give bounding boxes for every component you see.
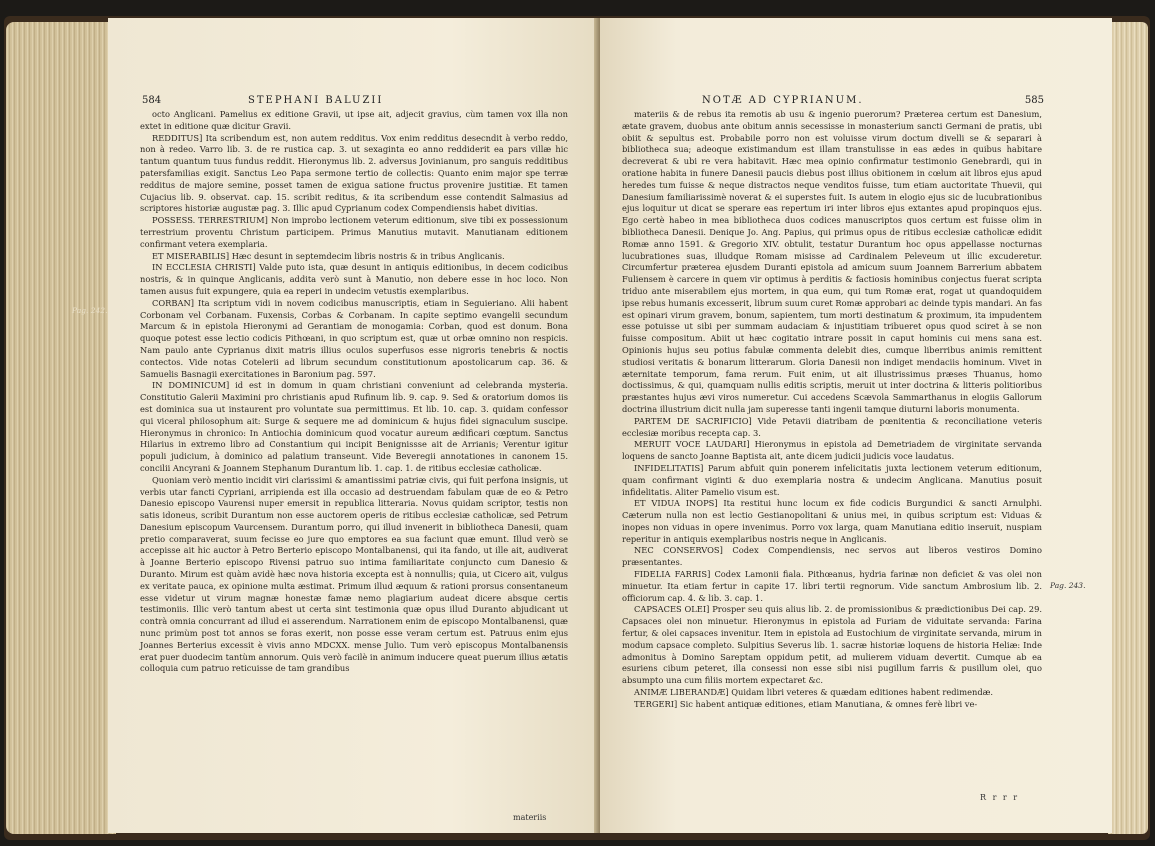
right-running-title: NOTÆ AD CYPRIANUM. <box>702 95 864 106</box>
left-paragraph: octo Anglicani. Pamelius ex editione Gravii, ut ipse ait, adjecit gravius, cùm tamen vox illa non extet in editione quæ dicitur Gravii. <box>140 109 568 131</box>
right-margin-reference: Pag. 243. <box>1050 581 1086 590</box>
right-paragraph: NEC CONSERVOS] Codex Compendiensis, nec servos aut liberos vestiros Domino præsentantes. <box>622 545 1042 568</box>
left-paragraph: Quoniam verò mentio incidit viri clarissimi & amantissimi patriæ civis, qui fuit perfona insignis, ut verbis utar fancti Cypriani, arripienda est illa occasio ad destruendam fabulam quæ de eo & Petro Danesio episcopo Vaurensi nuper emersit in republica litteraria. Novus quidam scriptor, testis non satis idoneus, scribit Durantum non esse auctorem operis de ritibus ecclesiæ catholicæ, sed Petrum Danesium episcopum Vaurcensem. Durantum porro, qui illud invenerit in bibliotheca Danesii, quam pretio comparaverat, suum fecisse eo jure quo emptores ea sua faciunt quæ emunt. Illud verò se accepisse ait hic auctor à Petro Berterio episcopo Montalbanensi, qui ita fando, ut ille ait, audiverat à Joanne Berterio episcopo Rivensi patruo suo intima familiaritate conjuncto cum Danesio & Duranto. Mirum est quàm avidè hæc nova historia excepta est à nonnullis; quia, ut Cicero ait, vulgus ex veritate pauca, ex opinione multa æstimat. Primum illud æquum & rationi prorsus consentaneum esse videtur ut virum magnæ honestæ famæ nemo plagiarium audeat dicere absque certis testimoniis. Illic verò tantum abest ut certa sint testimonia quæ opus illud Duranto abjudicant ut contrà omnia concurrant ad illud ei asserendum. Narrationem enim de episcopo Montalbanensi, quæ nunc primùm post tot annos se foras exerit, non posse esse veram certum est. Patruus enim ejus Joannes Berterius excessit è vivis anno MDCXX. mense Julio. Tum verò episcopus Montalbanensis erat puer duodecim tantùm annorum. Quis verò facilè in animum inducere queat puerum illius ætatis colloquia cum patruo reticuisse de tam grandibus <box>140 474 568 674</box>
right-paragraph: materiis & de rebus ita remotis ab usu & ingenio puerorum? Præterea certum est Danesium, ætate gravem, duobus ante obitum annis secessisse in monasterium sancti Germani de pratis, ubi obiit & sepultus est. Probabile porro non est voluisse virum doctum divelli se & separari à bibliotheca sua; adeoque existimandum est illam transtulisse in eas ædes in quibus habitare decreverat & ubi re vera habitavit. Hæc mea opinio confirmatur testimonio Genebrardi, qui in oratione habita in funere Danesii paucis diebus post illius obitionem in cœlum ait libros ejus apud heredes tum fuisse & neque distractos neque venditos fuisse, tum etiam auctoritate Thuevii, qui Danesium familiarissimè noverat & ei superstes fuit. Is autem in elogio ejus sic de lucubrationibus ejus loquitur ut dicat se sperare eas repertum iri inter libros ejus extantes apud propinquos ejus. Ego certè habeo in mea bibliotheca duos codices manuscriptos quos certum est fuisse olim in bibliotheca Danesii. Denique Jo. Ang. Papius, qui primus opus de ritibus ecclesiæ catholicæ edidit Romæ anno 1591. & Gregorio XIV. obtulit, testatur Durantum hoc opus appellasse nocturnas lucubrationes suas, illudque Romam misisse ad Cardinalem Peleveum ut illic excuderetur. Circumfertur præterea ejusdem Duranti epistola ad amicum suum Joannem Barrerium abbatem Fuliensem è carcere in quem vir optimus à perditis & factiosis hominibus conjectus fuerat scripta triduo ante miserabilem ejus mortem, in qua eum, qui tum Romæ erat, rogat ut quandoquidem ipse rebus humanis excesserit, librum suum curet Romæ approbari ac deinde typis mandari. An fas est opinari virum gravem, bonum, sapientem, tum morti destinatum & proximum, ita impudentem esse potuisse ut sibi per summam audaciam & injustitiam tribueret opus quod sciret à se non fuisse compositum. Abiit ut hæc cogitatio intrare possit in caput hominis cui mens sana est. Opinionis hujus seu potius fabulæ commenta delebit dies, cumque liberribus animis remittent studiosi veritatis & bonarum litterarum. Gloria Danesii non indiget mendaciis hominum. Vivet in æternitate temporum, fama rerum. Fuit enim, ut ait illustrissimus præses Thuanus, homo doctissimus, & qui, quamquam nullis editis scriptis, meruit ut inter doctrina & litteris politioribus præstantes hujus ævi viros numeretur. Cui accedens Scævola Sammarthanus in elogiis Gallorum doctrina illustrium dicit nulla jam superesse tanti ingenii tamque diuturni laboris monumenta. <box>622 109 1042 414</box>
left-margin-reference: Pag. 242. <box>72 306 108 315</box>
left-paragraph: REDDITUS] Ita scribendum est, non autem redditus. Vox enim redditus desecndit à verbo reddo, non à redeo. Varro lib. 3. de re rustica cap. 3. ut sexaginta eo anno reddiderit ea pars villæ hic tantum quantum tuus fundus reddit. Hieronymus lib. 2. adversus Jovinianum, pro sanguis redditibus patersfamilias exigit. Sanctus Leo Papa sermone tertio de collectis: Quanto enim major spe terræ redditus de majore semine, posset tamen de exigua satione fructus provenire justitiæ. Et tamen Cujacius lib. 9. observat. cap. 15. scribit reditus, & ita scribendum esse contendit Salmasius ad scriptores historiæ augustæ pag. 3. Illic apud Cyprianum codex Compendiensis habet divitias. <box>140 132 568 214</box>
right-paragraph: ET VIDUA INOPS] Ita restitui hunc locum ex fide codicis Burgundici & sancti Arnulphi. Cæterum nulla non est lectio Gestianopolitani & unius mei, in quibus scriptum est: Viduas & inopes non viduas in opere invenimus. Porro vox larga, quam Manutiana editio inseruit, nuspiam reperitur in antiquis exemplaribus nostris neque in Anglicanis. <box>622 498 1042 544</box>
right-page <box>600 18 1112 833</box>
left-catchword: materiis <box>513 813 547 822</box>
left-page <box>108 18 598 833</box>
right-paragraph: PARTEM DE SACRIFICIO] Vide Petavii diatribam de pœnitentia & reconciliatione veteris ecclesiæ moribus recepta cap. 3. <box>622 415 1042 438</box>
right-paragraph: TERGERI] Sic habent antiquæ editiones, etiam Manutiana, & omnes ferè libri ve- <box>634 698 978 709</box>
left-paragraph: CORBAN] Ita scriptum vidi in novem codicibus manuscriptis, etiam in Seguieriano. Alii habent Corbonam vel Corbanam. Fuxensis, Corbas & Corbanam. In capite septimo evangelii secundum Marcum & in epistola Hieronymi ad Gerantiam de monogamia: Corban, quod est donum. Bona quoque potest esse lectio codicis Pithœani, in quo scriptum est, quæ ut orbæ omnino non respicis. Nam paulo ante Cyprianus dixit matris illius oculos superfusos esse nigroris tenebris & noctis contectos. Vide notas Cotelerii ad librum secundum constitutionum apostolicarum cap. 36. & Samuelis Basnagii exercitationes in Baronium pag. 597. <box>140 297 568 379</box>
left-paragraph: POSSESS. TERRESTRIUM] Non improbo lectionem veterum editionum, sive tibi ex possessionum terrestrium proventu Christum participem. Primus Manutius mutavit. Manutianam editionem confirmant vetera exemplaria. <box>140 215 568 249</box>
left-paragraph: IN DOMINICUM] id est in domum in quam christiani conveniunt ad celebranda mysteria. Constitutio Galerii Maximini pro christianis apud Rufinum lib. 9. cap. 9. Sed & oratorium domos iis est dominica sua ut instaurent pro voluntate sua permittimus. Et lib. 10. cap. 3. quidam confessor qui viceral philosophum ait: Surge & sequere me ad dominicum & hujus fidei signaculum suscipe. Hieronymus in chronico: In Antiochia dominicum quod vocatur aureum ædificari cœptum. Sanctus Hilarius in extremo libro ad Constantium qui incipit Benignissse ait de Arrianis; Verentur igitur populi judicium, à dominico ad palatium transeunt. Vide Beveregii annotationes in canonem 15. concilii Ancyrani & Joannem Stephanum Durantum lib. 1. cap. 1. de ritibus ecclesiæ catholicæ. <box>140 380 568 473</box>
left-running-title: STEPHANI BALUZII <box>248 95 384 106</box>
left-paragraph: ET MISERABILIS] Hæc desunt in septemdecim libris nostris & in tribus Anglicanis. <box>152 250 505 261</box>
right-page-edges <box>1108 22 1148 834</box>
right-paragraph: INFIDELITATIS] Parum abfuit quin ponerem infelicitatis juxta lectionem veterum editionum, quam confirmant viginti & duo exemplaria nostra & undecim Anglicana. Manutius posuit infidelitatis. Aliter Pamelio visum est. <box>622 462 1042 497</box>
left-text-body <box>140 109 568 675</box>
right-signature-mark: R r r r <box>980 793 1020 802</box>
right-paragraph: FIDELIA FARRIS] Codex Lamonii fiala. Pithœanus, hydria farinæ non deficiet & vas olei non minuetur. Ita etiam fertur in capite 17. libri tertii regnorum. Vide sanctum Ambrosium lib. 2. officiorum cap. 4. & lib. 3. cap. 1. <box>622 569 1042 603</box>
left-running-head <box>142 95 562 106</box>
left-page-number: 584 <box>142 95 162 106</box>
right-paragraph: CAPSACES OLEI] Prosper seu quis alius lib. 2. de promissionibus & prædictionibus Dei cap. 29. Capsaces olei non minuetur. Hieronymus in epistola ad Furiam de viduitate servanda: Farina fertur, & olei capsaces invenitur. Item in epistola ad Eustochium de virginitate servanda, mirum in modum capsace completo. Sulpitius Severus lib. 1. sacræ historiæ loquens de historia Heliæ: Inde admonitus à Domino Sareptam oppidum petit, ad mulierem viduam devertit. Cumque ab ea esuriens cibum peteret, illa consessi non esse sibi nisi pugillum farris & pusillum olei, quo absumpto una cum filiis mortem expectaret &c. <box>622 604 1042 686</box>
right-page-number: 585 <box>1024 95 1044 106</box>
right-paragraph: ANIMÆ LIBERANDÆ] Quidam libri veteres & quædam editiones habent redimendæ. <box>634 687 994 698</box>
left-paragraph: IN ECCLESIA CHRISTI] Valde puto ista, quæ desunt in antiquis editionibus, in decem codicibus nostris, & in quinque Anglicanis, addita verò sunt à Manutio, non debere esse in hoc loco. Non tamen ausus fuit expungere, quia ea reperi in undecim vetustis exemplaribus. <box>140 262 568 296</box>
right-text-body <box>622 109 1042 711</box>
right-paragraph: MERUIT VOCE LAUDARI] Hieronymus in epistola ad Demetriadem de virginitate servanda loquens de sancto Joanne Baptista ait, ante dicem judicii judicis voce laudatus. <box>622 439 1042 462</box>
left-page-edges <box>6 22 116 834</box>
